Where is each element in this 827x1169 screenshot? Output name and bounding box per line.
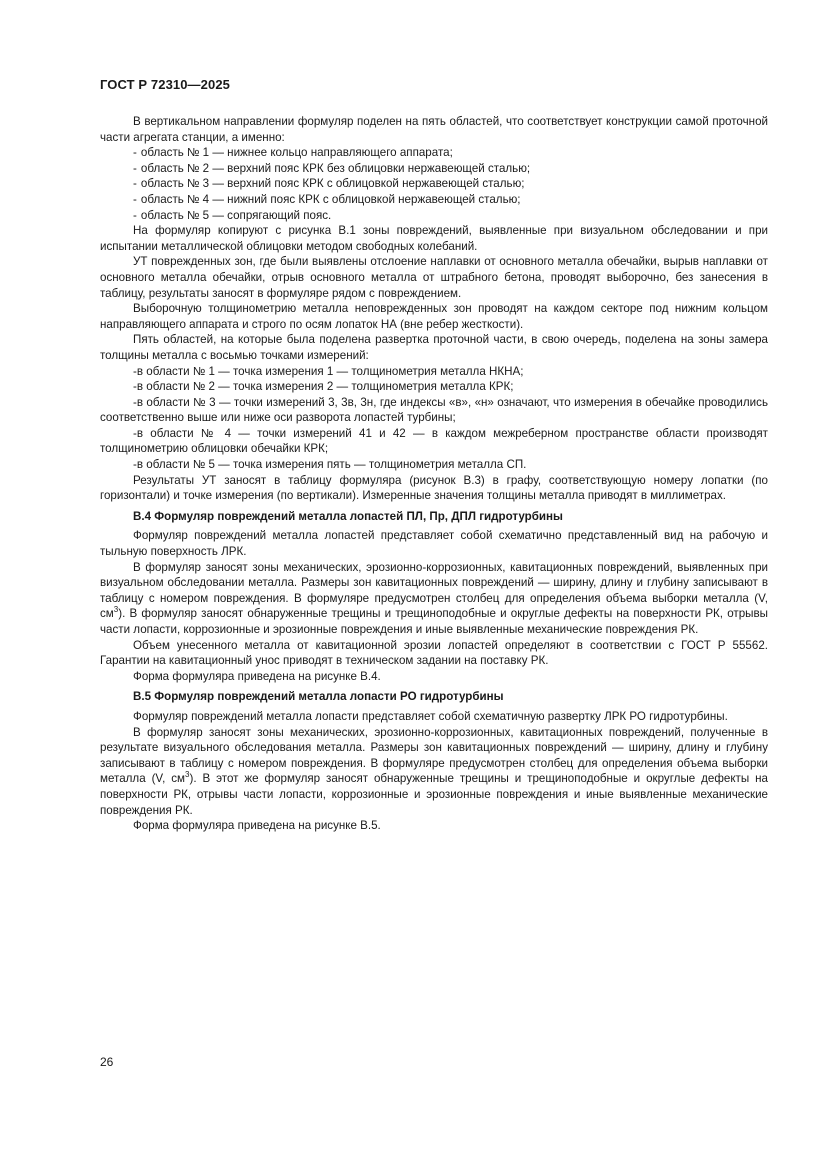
list-dash: - xyxy=(133,146,137,160)
list-item: -в области № 4 — точки измерений 41 и 42 — в каждом межреберном пространстве области производят толщинометрию облицовки обечайки КРК; xyxy=(100,426,768,456)
paragraph: Форма формуляра приведена на рисунке В.4. xyxy=(133,669,381,683)
list-item: - область № 5 — сопрягающий пояс. xyxy=(133,208,332,222)
paragraph: УТ поврежденных зон, где были выявлены отслоение наплавки от основного металла обечайки, вырыв наплавки от основного металла обечайки, отрыв основного металла от штрабного бетона, проводят выборочно, без занесения в таблицу, результаты заносят в формуляре рядом с повреждением. xyxy=(100,255,768,300)
page-body xyxy=(100,114,768,834)
list-item: - область № 3 — верхний пояс КРК с облицовкой нержавеющей сталью; xyxy=(133,177,525,191)
document-header: ГОСТ Р 72310—2025 xyxy=(100,77,230,92)
paragraph: Выборочную толщинометрию металла неповрежденных зон проводят на каждом секторе под нижним кольцом направляющего аппарата и строго по осям лопаток НА (вне ребер жесткости). xyxy=(100,302,768,331)
paragraph: Пять областей, на которые была поделена развертка проточной части, в свою очередь, поделена на зоны замера толщины металла с восьмью точками измерений: xyxy=(100,333,768,362)
list-item: - область № 4 — нижний пояс КРК с облицовкой нержавеющей сталью; xyxy=(133,192,521,206)
list-item: - область № 1 — нижнее кольцо направляющего аппарата; xyxy=(133,146,453,160)
list-dash: - xyxy=(133,458,137,472)
list-item: - область № 2 — верхний пояс КРК без облицовки нержавеющей сталью; xyxy=(133,161,531,175)
list-item: -в области № 3 — точки измерений 3, 3в, 3н, где индексы «в», «н» означают, что измерения в обечайке проводились соответственно выше или ниже оси разворота лопастей турбины; xyxy=(100,395,768,425)
paragraph: Объем унесенного металла от кавитационной эрозии лопастей определяют в соответствии с ГОСТ Р 55562. Гарантии на кавитационный унос приводят в техническом задании на поставку РК. xyxy=(100,638,768,668)
paragraph: В формуляр заносят зоны механических, эрозионно-коррозионных, кавитационных повреждений, полученные в результате визуального обследования металла. Размеры зон кавитационных повреждений — ширину, длину и глубину записывают в таблицу с номером повреждения. В формуляре предусмотрен столбец для определения объема выборки металла (V, $см^3$). В этот же формуляр заносят обнаруженные трещины и трещиноподобные и округлые дефекты на поверхности РК, отрывы части лопасти, коррозионные и эрозионные повреждения и иные выявленные механические повреждения РК. xyxy=(100,725,768,817)
list-dash: - xyxy=(133,208,137,222)
paragraph: На формуляр копируют с рисунка В.1 зоны повреждений, выявленные при визуальном обследовании и при испытании металлической облицовки методом свободных колебаний. xyxy=(100,224,768,253)
paragraph: Форма формуляра приведена на рисунке В.5. xyxy=(133,819,381,833)
section-heading-b4: В.4 Формуляр повреждений металла лопастей ПЛ, Пр, ДПЛ гидротурбины xyxy=(133,509,563,523)
paragraph: Результаты УТ заносят в таблицу формуляра (рисунок В.3) в графу, соответствующую номеру лопатки (по горизонтали) и точке измерения (по вертикали). Измеренные значения толщины металла приводят в миллиметрах. xyxy=(100,473,768,503)
section-heading-b5: В.5 Формуляр повреждений металла лопасти РО гидротурбины xyxy=(133,690,504,704)
page-number: 26 xyxy=(100,1055,114,1069)
list-item: -в области № 2 — точка измерения 2 — толщинометрия металла КРК; xyxy=(133,380,514,394)
list-dash: - xyxy=(133,426,137,440)
list-dash: - xyxy=(133,161,137,175)
paragraph: Формуляр повреждений металла лопастей представляет собой схематично представленный вид на рабочую и тыльную поверхность ЛРК. xyxy=(100,529,768,559)
list-dash: - xyxy=(133,192,137,206)
list-dash: - xyxy=(133,380,137,394)
paragraph: Формуляр повреждений металла лопасти представляет собой схематичную развертку ЛРК РО гидротурбины. xyxy=(133,709,728,723)
list-dash: - xyxy=(133,395,137,409)
paragraph: В вертикальном направлении формуляр поделен на пять областей, что соответствует конструкции самой проточной части агрегата станции, а именно: xyxy=(100,115,768,144)
list-dash: - xyxy=(133,364,137,378)
list-dash: - xyxy=(133,177,137,191)
list-item: -в области № 5 — точка измерения пять — толщинометрия металла СП. xyxy=(133,458,527,472)
list-item: -в области № 1 — точка измерения 1 — толщинометрия металла НКНА; xyxy=(133,364,524,378)
paragraph: В формуляр заносят зоны механических, эрозионно-коррозионных, кавитационных повреждений, выявленных при визуальном обследовании металла. Размеры зон кавитационных повреждений — ширину, длину и глубину записывают в таблицу с номером повреждения. В формуляре предусмотрен столбец для определения объема выборки металла (V, $см^3$). В формуляр заносят обнаруженные трещины и трещиноподобные и округлые дефекты на поверхности РК, отрывы части лопасти, коррозионные и эрозионные повреждения и иные выявленные механические повреждения РК. xyxy=(100,560,768,636)
